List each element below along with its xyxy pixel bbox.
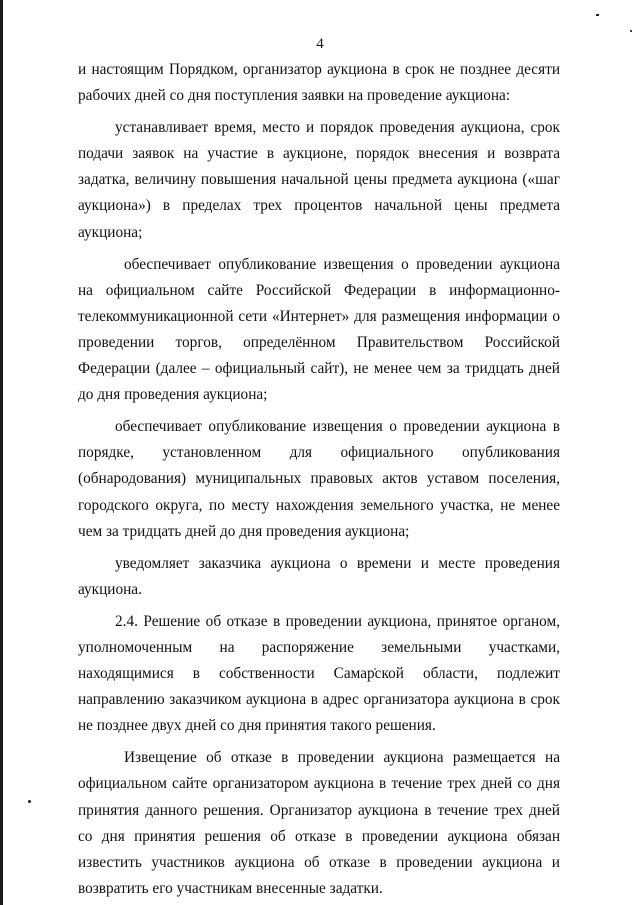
scan-mark xyxy=(596,14,599,16)
paragraph-sets-terms: устанавливает время, место и порядок проведения аукциона, срок подачи заявок на участие в аукционе, порядок внесения и возврата задатка, величину повышения начальной цены предмета аукциона («шаг аукциона») в пределах трех процентов начальной цены предмета аукциона; xyxy=(78,119,560,241)
scan-speck xyxy=(28,800,31,803)
scan-speck xyxy=(630,30,632,32)
paragraph-publish-official: обеспечивает опубликование извещения о проведении аукциона в порядке, установленном для официального опубликования (обнародования) муниципальных правовых актов уставом поселения, городского округа, по месту нахождения земельного участка, не менее чем за тридцать дней до дня проведения аукциона; xyxy=(78,418,560,540)
paragraph-intro: и настоящим Порядком, организатор аукциона в срок не позднее десяти рабочих дней со дня поступления заявки на проведение аукциона: xyxy=(78,61,560,105)
paragraph-section-2-4: 2.4. Решение об отказе в проведении аукциона, принятое органом, уполномоченным на распоряжение земельными участками, находящимися в собственности Самарской области, подлежит направлению заказчиком аукциона в адрес организатора аукциона в срок не позднее двух дней со дня принятия такого решения. xyxy=(78,612,560,735)
document-body xyxy=(78,57,560,902)
scan-edge-line xyxy=(0,0,3,905)
page-number: 4 xyxy=(316,36,324,52)
paragraph-refusal-notice: Извещение об отказе в проведении аукциона размещается на официальном сайте организатором аукциона в течение трех дней со дня принятия данного решения. Организатор аукциона в течение трех дней со дня принятия решения об отказе в проведении аукциона обязан известить участников аукциона об отказе в проведении аукциона и возвратить его участникам внесенные задатки. xyxy=(78,749,560,897)
paragraph-publish-website: обеспечивает опубликование извещения о проведении аукциона на официальном сайте Российской Федерации в информационно-телекоммуникационной сети «Интернет» для размещения информации о проведении торгов, определённом Правительством Российской Федерации (далее – официальный сайт), не менее чем за тридцать дней до дня проведения аукциона; xyxy=(78,255,560,404)
paragraph-notify-customer: уведомляет заказчика аукциона о времени и месте проведения аукциона. xyxy=(78,554,560,598)
